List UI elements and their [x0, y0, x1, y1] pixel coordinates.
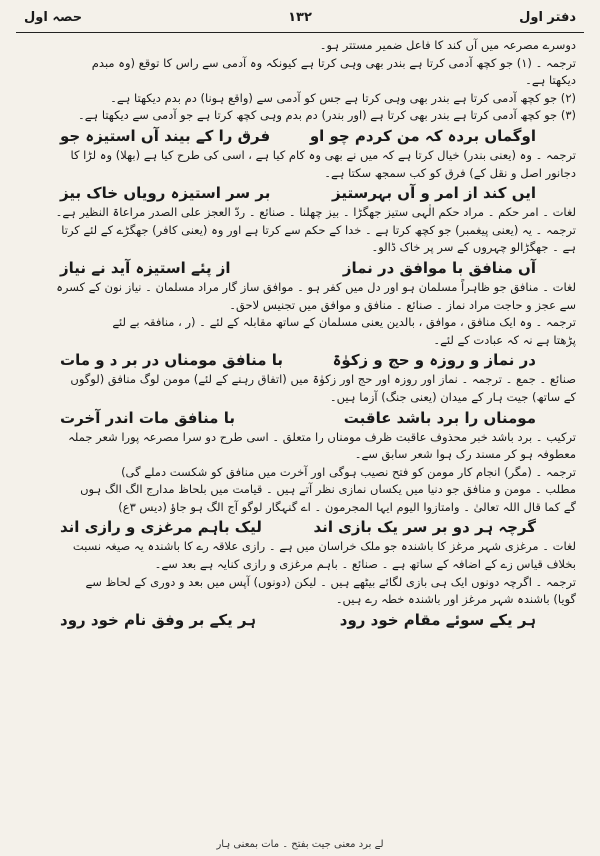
text-line: ترجمہ ۔ اگرچہ دونوں ایک ہی بازی لگائے بیٹھے ہیں ۔ لیکن (دونوں) آپس میں بعد و دوری کے لحاظ سے: [85, 574, 576, 589]
text-line: ہے ۔ جھگڑالو چہروں کے سر پر خاک ڈالو۔: [371, 240, 576, 255]
verse-hemistich-first: در نماز و روزہ و حج و زکوٰۃ: [332, 351, 536, 370]
text-line: بخلاف قیاس زے کے اضافہ کے ساتھ ہے ۔ صنائع ۔ باہم مرغزی و رازی کنایہ ہے بعد سے۔: [154, 557, 576, 572]
verse-couplet: [20, 125, 576, 147]
verse-couplet: [20, 182, 576, 204]
text-line: لغات ۔ منافق جو ظاہراً مسلمان ہو اور دل میں کفر ہو ۔ موافق ساز گار مراد مسلمان ۔ نیاز نون کے کسرہ: [56, 279, 576, 294]
text-line: (۳) جو کچھ آدمی کرتا ہے بندر بھی کرتا ہے (اور بندر) دم بدم وہی کچھ کرتا ہے جو آدمی سے دیکھتا ہے۔: [77, 108, 576, 123]
verse-hemistich-first: ایں کند از امر و آں بہرستیز: [331, 184, 536, 203]
verse-hemistich-second: بر سر استیزہ رویاں خاک بیز: [60, 184, 271, 203]
text-line: لغات ۔ امر حکم ۔ مراد حکم الٰہی ستیز جھگڑا ۔ بیز چھلنا ۔ صنائع ۔ ردّ العجز علی الصدر مراعاۃ النظیر ہے۔: [55, 205, 576, 220]
text-line: معطوفہ ہو کر مسند رک ہوا شعر سابق سے۔: [354, 447, 576, 462]
verse-couplet: [20, 516, 576, 538]
verse-hemistich-second: لیک باہم مرغزی و رازی اند: [60, 518, 262, 537]
verse-hemistich-first: مومناں را برد باشد عاقبت: [343, 408, 536, 427]
book-title: دفتر اول: [519, 10, 576, 25]
text-line: مطلب ۔ مومن و منافق جو دنیا میں یکساں نمازی نظر آتے ہیں ۔ قیامت میں بلحاظ مدارج الگ الگ ہوں: [80, 482, 576, 497]
verse-hemistich-second: فرق را کے بیند آں استیزہ جو: [60, 126, 271, 145]
text-line: گے کما قال اللہ تعالیٰ ۔ وامتازوا الیوم ایہا المجرمون ۔ اے گنہگار لوگو آج الگ ہو جاؤ (دیس ۳ع): [118, 499, 576, 514]
verse-couplet: [20, 257, 576, 279]
section-title: حصہ اول: [24, 10, 83, 25]
text-line: صنائع ۔ جمع ۔ ترجمہ ۔ نماز اور روزہ اور حج اور زکوٰۃ میں (اتفاق رہنے کے لئے) مومن لوگ منافق (لوگوں: [70, 372, 576, 387]
header-rule: [16, 32, 584, 33]
verse-couplet: [20, 349, 576, 371]
verse-hemistich-first: آں منافق با موافق در نماز: [342, 258, 536, 277]
verse-hemistich-first: گرچہ ہر دو بر سر یک بازی اند: [313, 518, 536, 537]
text-line: دوسرے مصرعہ میں آں کند کا فاعل ضمیر مستتر ہو۔: [319, 38, 576, 52]
page-header: [10, 6, 590, 32]
verse-hemistich-second: با منافق مات اندر آخرت: [60, 408, 235, 427]
text-line: ترجمہ ۔ یہ (یعنی پیغمبر) جو کچھ کرتا ہے ۔ خدا کے حکم سے کرتا ہے اور وہ (یعنی کافر) جھگڑے کے لئے کرتا: [61, 222, 576, 237]
verse-couplet: [20, 407, 576, 429]
text-line: گویا) باشندہ شہر مرغز اور باشندہ خطہ رے ہیں۔: [335, 592, 576, 607]
page-number: ۱۳۲: [288, 10, 312, 25]
text-line: ترجمہ ۔ (مگر) انجام کار مومن کو فتح نصیب ہوگی اور آخرت میں منافق کو شکست دملے گی): [121, 464, 576, 479]
verse-couplet: [20, 609, 576, 631]
page-body: [10, 37, 590, 631]
text-line: کے ساتھ) جیت ہار کے میدان (یعنی جنگ) آزما ہیں۔: [329, 389, 576, 404]
verse-hemistich-second: ہر یکے بر وفق نام خود رود: [60, 610, 257, 629]
text-line: ترجمہ ۔ وہ ایک منافق ، موافق ، بالدین یعنی مسلمان کے ساتھ مقابلہ کے لئے ۔ (ر ، منافقہ بے لئے: [112, 315, 576, 330]
verse-hemistich-first: اوگماں بردہ کہ من کردم چو او: [309, 126, 536, 145]
text-line: دجانور اصل و نقل کے) فرق کو کب سمجھ سکتا ہے۔: [324, 165, 576, 180]
footnote: لے برد معنی جیت بفتح ۔ مات بمعنی ہار: [216, 839, 384, 850]
text-line: دیکھتا ہے۔: [525, 73, 576, 88]
verse-hemistich-second: با منافق مومناں در بر د و مات: [60, 351, 284, 370]
text-line: ترکیب ۔ برد باشد خبر محذوف عاقبت ظرف مومناں را متعلق ۔ اسی طرح دو سرا مصرعہ پورا شعر جملہ: [68, 429, 576, 444]
text-line: ترجمہ ۔ وہ (یعنی بندر) خیال کرتا ہے کہ میں نے بھی وہ کام کیا ہے ، اسی کی طرح کیا ہے (بھلا) وہ لڑا کا: [70, 147, 576, 162]
text-line: سے عجز و حاجت مراد نماز ۔ صنائع ۔ منافق و موافق میں تجنیس لاحق۔: [229, 297, 576, 312]
verse-hemistich-second: از پئے استیزہ آید نے نیاز: [60, 258, 231, 277]
text-line: پڑھتا ہے نہ کہ عبادت کے لئے۔: [433, 332, 576, 347]
text-line: (۲) جو کچھ آدمی کرتا ہے بندر بھی وہی کرتا ہے جس کو آدمی سے (واقع ہونا) دم بدم دیکھتا ہے۔: [110, 90, 576, 105]
text-line: ترجمہ ۔ (۱) جو کچھ آدمی کرتا ہے بندر بھی وہی کرتا ہے کیونکہ وہ آدمی سے راس کا توقع (وہ مبدم: [91, 55, 576, 70]
text-line: لغات ۔ مرغزی شہر مرغز کا باشندہ جو ملک خراسان میں ہے ۔ رازی علاقہ رے کا باشندہ یہ صیغہ نسبت: [72, 539, 576, 554]
verse-hemistich-first: ہر یکے سوئے مقام خود رود: [339, 610, 536, 629]
